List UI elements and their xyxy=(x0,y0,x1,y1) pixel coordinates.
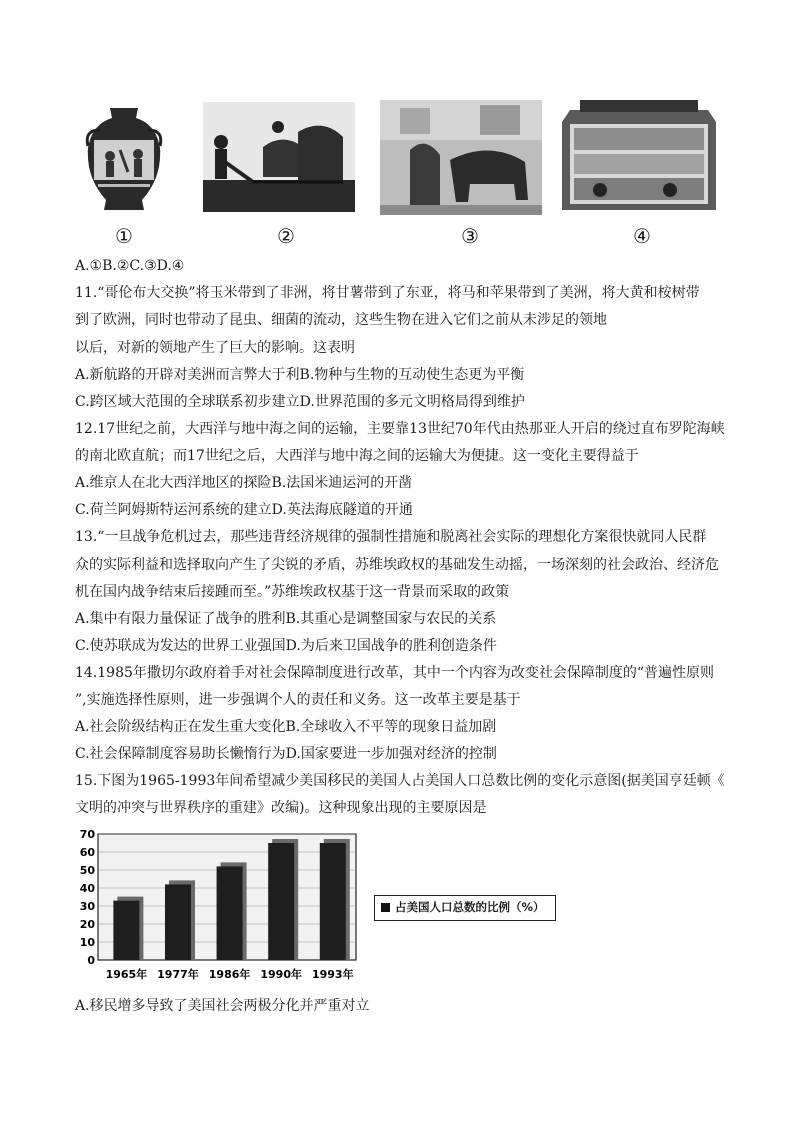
legend-label: 占美国人口总数的比例（%） xyxy=(395,900,545,914)
q14-stem-line2: ”,实施选择性原则，进一步强调个人的责任和义务。这一改革主要是基于 xyxy=(75,692,521,708)
bar xyxy=(268,843,294,960)
y-tick-label: 20 xyxy=(79,918,95,931)
q15-stem-line1: 15.下图为1965-1993年间希望减少美国移民的美国人占美国人口总数比例的变化示意图(据美国亨廷顿《 xyxy=(75,773,725,789)
ploughing-scene-image xyxy=(203,102,355,212)
q12-options-cd: C.荷兰阿姆斯特运河系统的建立D.英法海底隧道的开通 xyxy=(75,502,413,518)
q11-stem-line2: 到了欧洲，同时也带动了昆虫、细菌的流动，这些生物在进入它们之前从未涉足的领地 xyxy=(75,312,607,328)
q13-stem-line2: 众的实际利益和选择取向产生了尖锐的矛盾，苏维埃政权的基础发生动摇，一场深刻的社会政治、经济危 xyxy=(75,557,719,573)
q13-options-ab: A.集中有限力量保证了战争的胜利B.其重心是调整国家与农民的关系 xyxy=(75,611,497,627)
q14-stem-line1: 14.1985年撒切尔政府着手对社会保障制度进行改革，其中一个内容为改变社会保障制度的“普遍性原则 xyxy=(75,665,715,681)
q13-stem-line3: 机在国内战争结束后接踵而至。”苏维埃政权基于这一背景而采取的政策 xyxy=(75,584,510,600)
x-tick-label: 1993年 xyxy=(311,968,354,981)
figure-label-1: ① xyxy=(115,224,133,248)
q11-options-cd: C.跨区域大范围的全球联系初步建立D.世界范围的多元文明格局得到维护 xyxy=(75,394,525,410)
x-tick-label: 1977年 xyxy=(157,968,199,981)
q14-options-ab: A.社会阶级结构正在发生重大变化B.全球收入不平等的现象日益加剧 xyxy=(75,719,497,735)
q15-option-a: A.移民增多导致了美国社会两极分化并严重对立 xyxy=(75,998,370,1014)
q14-options-cd: C.社会保障制度容易助长懒惰行为D.国家要进一步加强对经济的控制 xyxy=(75,746,497,762)
bar xyxy=(217,866,243,960)
bar xyxy=(165,884,191,960)
x-tick-label: 1986年 xyxy=(208,968,251,981)
bar-chart-svg xyxy=(74,826,374,984)
q12-options-ab: A.维京人在北大西洋地区的探险B.法国米迪运河的开凿 xyxy=(75,475,413,491)
y-tick-label: 0 xyxy=(87,954,95,967)
figure-label-2: ② xyxy=(277,224,295,248)
figure-label-3: ③ xyxy=(461,224,479,248)
y-tick-label: 60 xyxy=(79,846,95,859)
q11-stem-line3: 以后，对新的领地产生了巨大的影响。这表明 xyxy=(75,340,355,356)
figure-label-4: ④ xyxy=(633,224,651,248)
y-tick-label: 30 xyxy=(79,900,95,913)
q12-stem-line2: 的南北欧直航；而17世纪之后，大西洋与地中海之间的运输大为便捷。这一变化主要得益于 xyxy=(75,448,639,464)
stone-relief-image xyxy=(560,98,718,216)
q11-stem-line1: 11.“哥伦布大交换”将玉米带到了非洲，将甘薯带到了东亚，将马和苹果带到了美洲，将大黄和桉树带 xyxy=(75,285,700,301)
q15-bar-chart xyxy=(74,826,374,984)
q12-stem-line1: 12.17世纪之前，大西洋与地中海之间的运输，主要靠13世纪70年代由热那亚人开启的绕过直布罗陀海峡 xyxy=(75,421,725,437)
q13-options-cd: C.使苏联成为发达的世界工业强国D.为后来卫国战争的胜利创造条件 xyxy=(75,638,497,654)
y-tick-label: 10 xyxy=(79,936,95,949)
q10-options: A.①B.②C.③D.④ xyxy=(75,258,185,274)
y-tick-label: 50 xyxy=(79,864,95,877)
x-tick-label: 1965年 xyxy=(105,968,148,981)
legend-swatch xyxy=(381,903,390,912)
q11-options-ab: A.新航路的开辟对美洲而言弊大于利B.物种与生物的互动使生态更为平衡 xyxy=(75,367,525,383)
x-tick-label: 1990年 xyxy=(260,968,302,981)
amphora-image xyxy=(80,100,168,215)
q15-stem-line2: 文明的冲突与世界秩序的重建》改编)。这种现象出现的主要原因是 xyxy=(75,800,487,816)
y-tick-label: 40 xyxy=(79,882,95,895)
bar xyxy=(113,901,139,960)
ox-scene-image xyxy=(380,100,542,215)
chart-legend xyxy=(374,895,556,921)
bar xyxy=(320,843,346,960)
q13-stem-line1: 13.“一旦战争危机过去，那些违背经济规律的强制性措施和脱离社会实际的理想化方案很快就同人民群 xyxy=(75,529,707,545)
y-tick-label: 70 xyxy=(79,828,95,841)
